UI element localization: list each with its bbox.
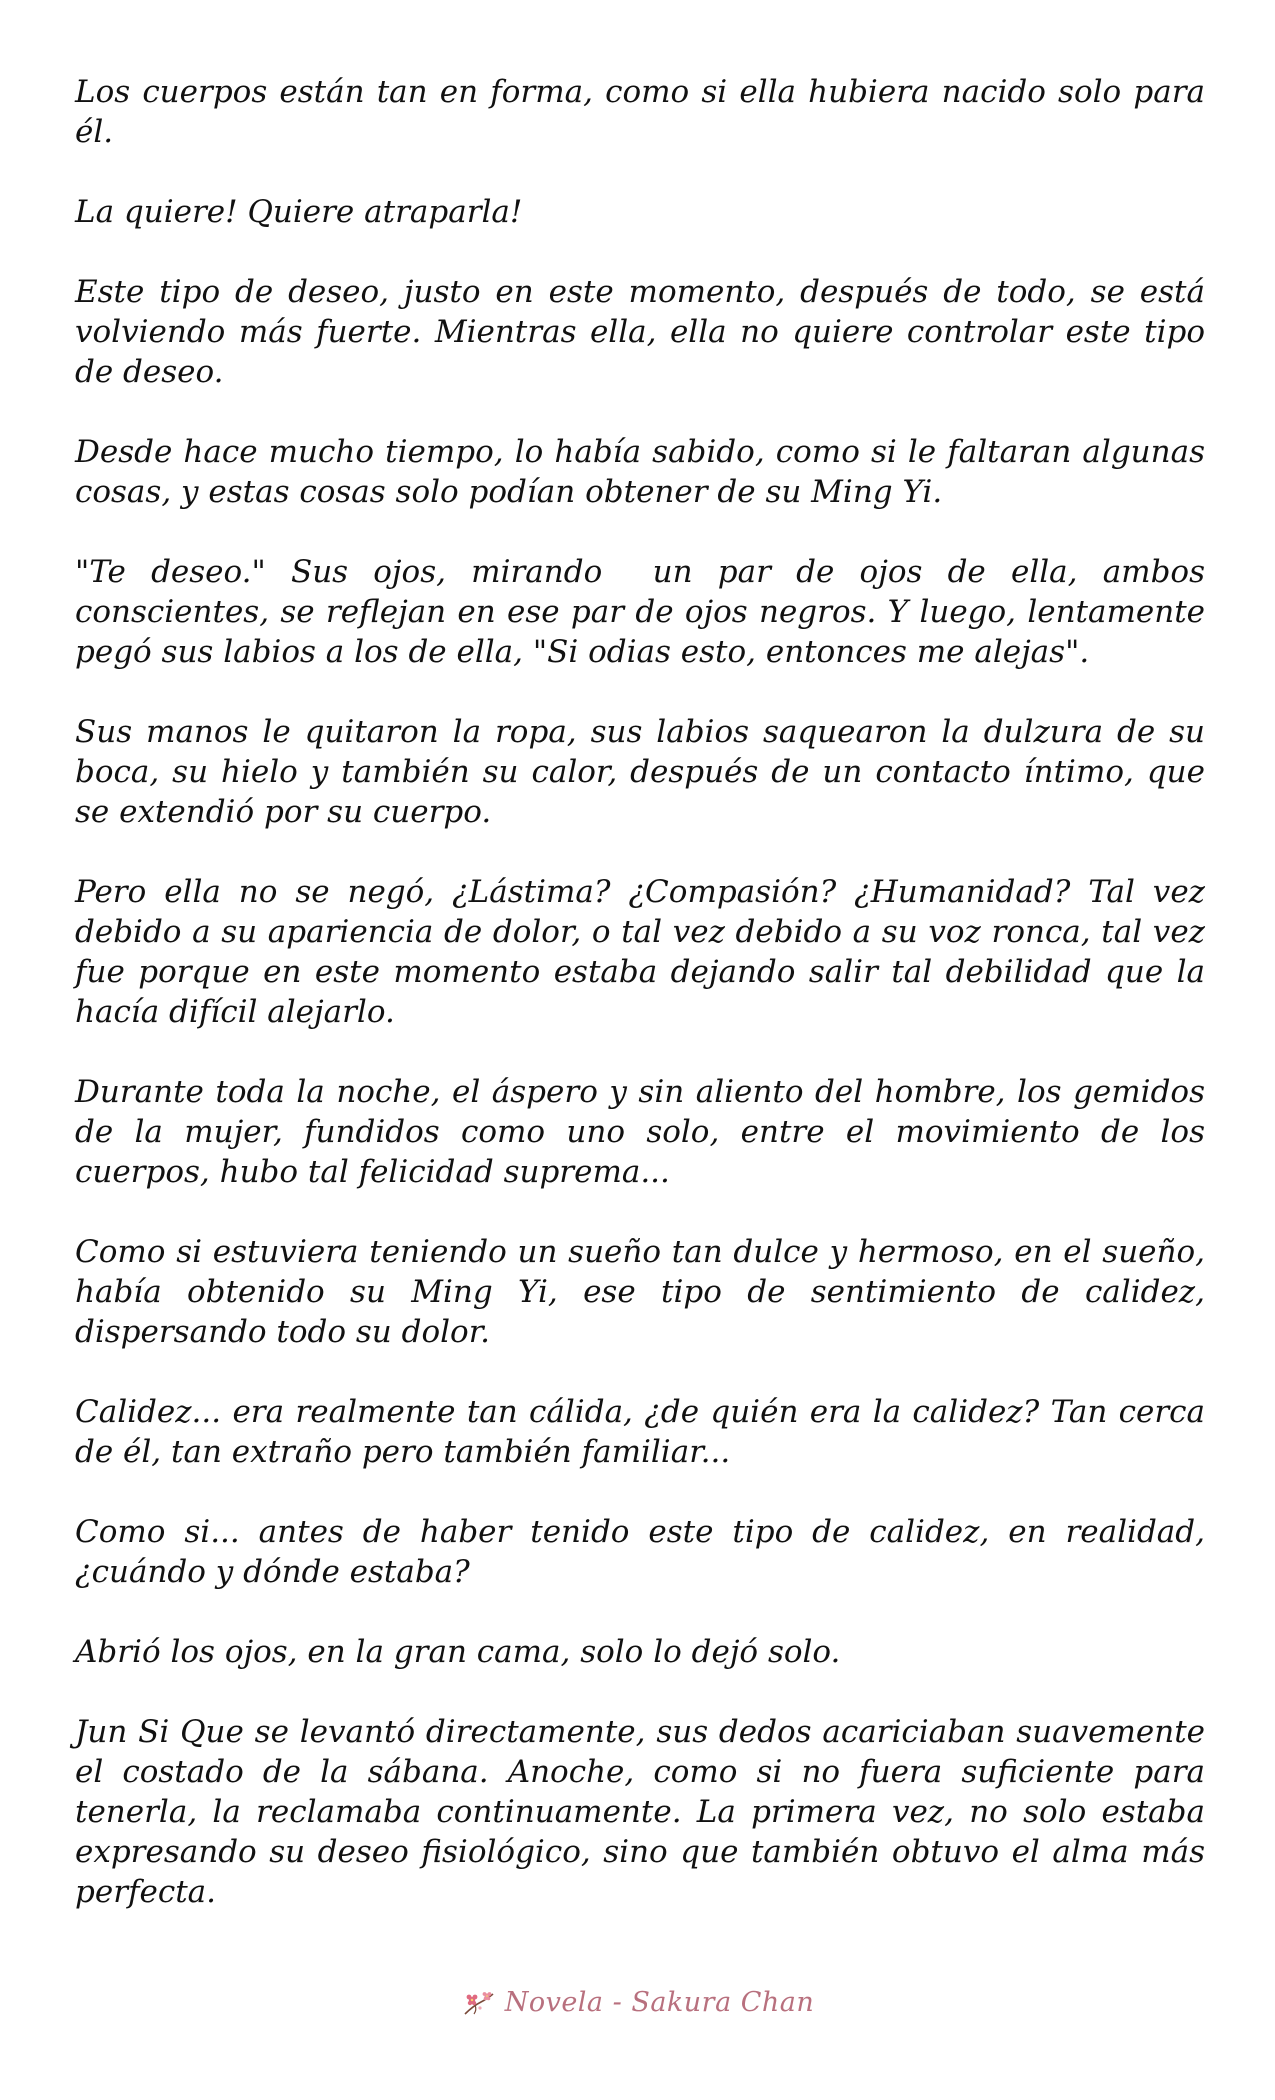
paragraph-9: Como si estuviera teniendo un sueño tan dulce y hermoso, en el sueño, había obtenido su Ming Yi, ese tipo de sentimiento de calidez, dispersando todo su dolor.	[75, 1234, 1215, 1350]
paragraph-5: "Te deseo." Sus ojos, mirando un par de ojos de ella, ambos conscientes, se reflejan en ese par de ojos negros. Y luego, lentamente pegó sus labios a los de ella, "Si odias esto, entonces me alejas".	[75, 554, 1215, 670]
paragraph-3: Este tipo de deseo, justo en este momento, después de todo, se está volviendo más fuerte. Mientras ella, ella no quiere controlar este tipo de deseo.	[75, 274, 1215, 390]
paragraph-8: Durante toda la noche, el áspero y sin aliento del hombre, los gemidos de la mujer, fundidos como uno solo, entre el movimiento de los cuerpos, hubo tal felicidad suprema...	[75, 1074, 1215, 1190]
sakura-blossom-icon	[461, 1988, 497, 2018]
credit-text: Novela - Sakura Chan	[504, 1987, 815, 2018]
footer-credit-inner	[461, 1987, 815, 2018]
paragraph-6: Sus manos le quitaron la ropa, sus labios saquearon la dulzura de su boca, su hielo y también su calor, después de un contacto íntimo, que se extendió por su cuerpo.	[75, 714, 1215, 830]
paragraph-4: Desde hace mucho tiempo, lo había sabido, como si le faltaran algunas cosas, y estas cosas solo podían obtener de su Ming Yi.	[75, 434, 1215, 510]
paragraph-13: Jun Si Que se levantó directamente, sus dedos acariciaban suavemente el costado de la sábana. Anoche, como si no fuera suficiente para tenerla, la reclamaba continuamente. La primera vez, no solo estaba expresando su deseo fisiológico, sino que también obtuvo el alma más perfecta.	[75, 1714, 1215, 1910]
body-text	[75, 72, 1215, 1952]
paragraph-12: Abrió los ojos, en la gran cama, solo lo dejó solo.	[75, 1634, 841, 1670]
paragraph-11: Como si... antes de haber tenido este tipo de calidez, en realidad, ¿cuándo y dónde estaba?	[75, 1514, 1215, 1590]
paragraph-1: Los cuerpos están tan en forma, como si ella hubiera nacido solo para él.	[75, 74, 1215, 150]
paragraph-10: Calidez... era realmente tan cálida, ¿de quién era la calidez? Tan cerca de él, tan extraño pero también familiar...	[75, 1394, 1215, 1470]
footer-credit	[0, 1987, 1275, 2018]
paragraph-2: La quiere! Quiere atraparla!	[75, 194, 523, 230]
paragraph-7: Pero ella no se negó, ¿Lástima? ¿Compasión? ¿Humanidad? Tal vez debido a su apariencia de dolor, o tal vez debido a su voz ronca, tal vez fue porque en este momento estaba dejando salir tal debilidad que la hacía difícil alejarlo.	[75, 874, 1215, 1030]
